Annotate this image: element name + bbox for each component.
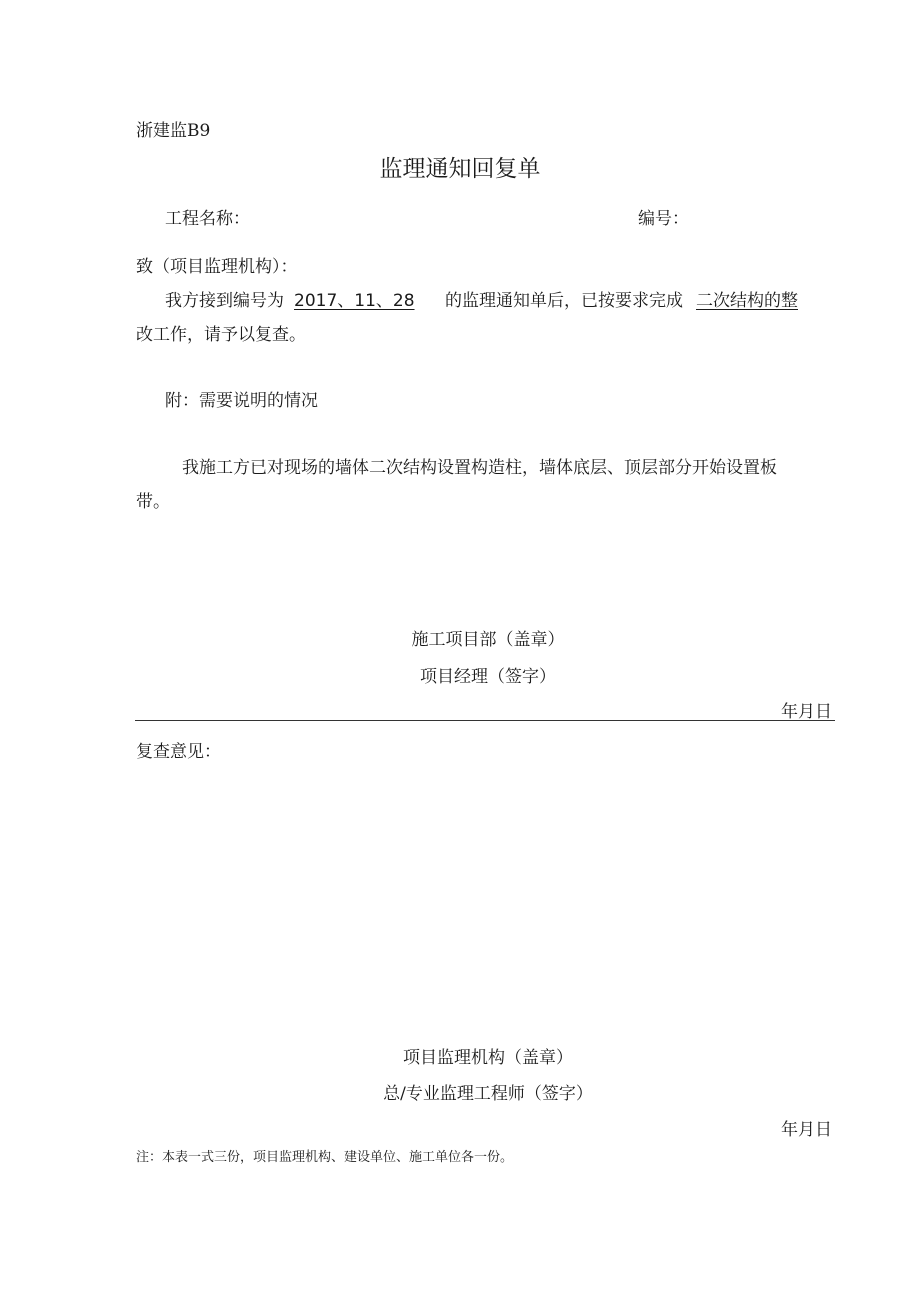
contractor-stamp: 施工项目部（盖章） <box>411 630 565 650</box>
description-line-1: 我施工方已对现场的墙体二次结构设置构造柱，墙体底层、顶层部分开始设置板 <box>182 458 777 478</box>
section-divider <box>135 720 835 721</box>
work-item: 二次结构的整 <box>696 291 798 311</box>
review-opinion-label: 复查意见： <box>136 742 221 762</box>
supervisor-date: 年月日 <box>781 1120 832 1140</box>
number-label: 编号： <box>638 209 689 229</box>
form-code: 浙建监B9 <box>136 121 211 141</box>
reply-text-continuation: 改工作，请予以复查。 <box>136 325 306 345</box>
page-title: 监理通知回复单 <box>379 156 541 182</box>
attachment-label: 附：需要说明的情况 <box>165 391 318 411</box>
supervisor-stamp: 项目监理机构（盖章） <box>403 1048 573 1068</box>
reply-text-middle: 的监理通知单后，已按要求完成 <box>445 291 683 311</box>
project-name-label: 工程名称： <box>165 209 250 229</box>
contractor-signature: 项目经理（签字） <box>420 667 556 687</box>
contractor-date: 年月日 <box>781 702 832 722</box>
recipient-line: 致（项目监理机构）： <box>136 257 298 277</box>
notice-number: 2017、11、28 <box>294 291 415 311</box>
description-line-2: 带。 <box>136 492 170 512</box>
supervisor-signature: 总/专业监理工程师（签字） <box>383 1084 593 1104</box>
reply-text-prefix: 我方接到编号为 <box>165 291 284 311</box>
footnote: 注：本表一式三份，项目监理机构、建设单位、施工单位各一份。 <box>136 1150 514 1165</box>
